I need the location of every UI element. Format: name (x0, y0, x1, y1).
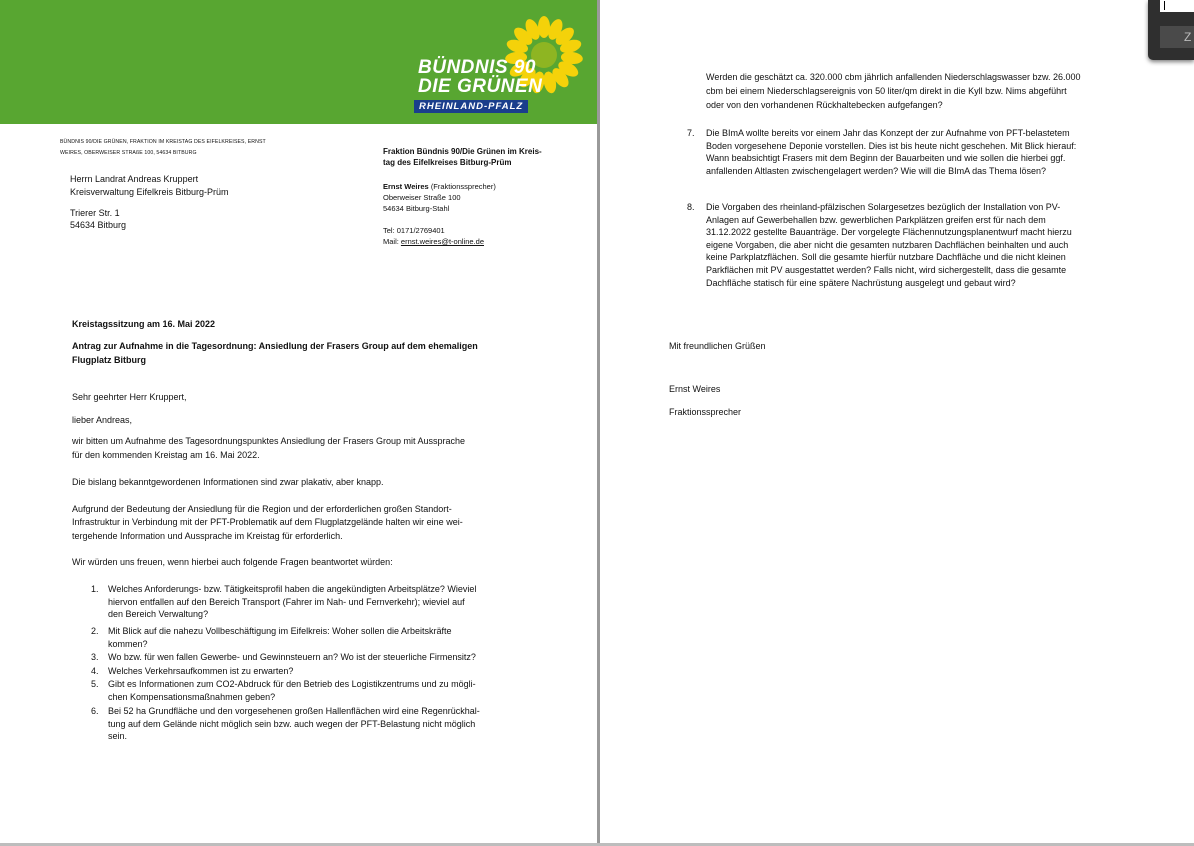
contact-role: (Fraktionssprecher) (430, 182, 496, 191)
faction-title-1: Fraktion Bündnis 90/Die Grünen im Kreis- (383, 147, 542, 156)
recipient-line-2: Kreisverwaltung Eifelkreis Bitburg-Prüm (70, 187, 229, 197)
question-line: Die BImA wollte bereits vor einem Jahr das Konzept der zur Aufnahme von PFT-belastetem (706, 128, 1070, 138)
question-line: Gibt es Informationen zum CO2-Abdruck für den Betrieb des Logistikzentrums und zu mögli- (108, 679, 476, 689)
question-line: Bei 52 ha Grundfläche und den vorgesehenen großen Hallenflächen wird eine Regenrückhal- (108, 706, 480, 716)
text-caret (1164, 1, 1165, 10)
sender-line-2: WEIRES, OBERWEISER STRAßE 100, 54634 BITBURG (60, 150, 197, 156)
question-number: 2. (91, 626, 99, 636)
panel-button[interactable]: Z (1160, 26, 1194, 48)
contact-tel: Tel: 0171/2769401 (383, 226, 445, 235)
logo-line-1: BÜNDNIS 90 (418, 57, 536, 78)
question-line: hiervon entfallen auf den Bereich Transport (Fahrer im Nah- und Fernverkehr); wieviel auf (108, 596, 465, 607)
recipient-line-1: Herrn Landrat Andreas Kruppert (70, 174, 199, 184)
contact-mail (383, 236, 484, 247)
closing-greeting: Mit freundlichen Grüßen (669, 341, 766, 351)
question-line: Parkflächen mit PV ausgestattet werden? Falls nicht, wird sichergestellt, dass die gesamte (706, 264, 1067, 275)
question-line: Wann beabsichtigt Frasers mit dem Beginn der Bauarbeiten und wie sollen die hierbei ggf. (706, 153, 1066, 164)
question-line: Welches Anforderungs- bzw. Tätigkeitsprofil haben die angekündigten Arbeitsplätze? Wieviel (108, 584, 477, 594)
question-line: Anlagen auf Gewerbehallen bzw. gewerblichen Parkplätzen greifen erst für nach dem (706, 214, 1046, 225)
paragraph-4: Wir würden uns freuen, wenn hierbei auch folgende Fragen beantwortet würden: (72, 557, 393, 567)
question-line: tung auf dem Gelände nicht möglich sein bzw. auch wegen der PFT-Belastung nicht möglich (108, 718, 476, 729)
contact-name: Ernst Weires (383, 182, 429, 191)
paragraph-1-line-1: wir bitten um Aufnahme des Tagesordnungspunktes Ansiedlung der Frasers Group mit Aussprache (72, 436, 466, 446)
sender-line-1: BÜNDNIS 90/DIE GRÜNEN, FRAKTION IM KREISTAG DES EIFELKREISES, ERNST (60, 139, 266, 145)
question-line: eigene Vorgaben, die aber nicht die gesamten nutzbaren Dachflächen beinhalten und auch (706, 239, 1069, 250)
question-line: anfallenden Altlasten zwischengelagert werden? Wie will die BImA das Thema lösen? (706, 165, 1047, 176)
party-logo (412, 16, 584, 116)
question-number: 4. (91, 666, 99, 676)
question-number: 3. (91, 652, 99, 662)
question-line: sein. (108, 731, 128, 742)
signer-name: Ernst Weires (669, 384, 721, 394)
subject-line-2: Flugplatz Bitburg (72, 355, 146, 365)
search-panel (1148, 0, 1194, 60)
question-number: 8. (687, 202, 695, 212)
question-line: Die Vorgaben des rheinland-pfälzischen Solargesetzes bezüglich der Installation von PV- (706, 202, 1061, 212)
paragraph-2: Die bislang bekanntgewordenen Informationen sind zwar plakativ, aber knapp. (72, 477, 384, 487)
contact-mail-link[interactable]: ernst.weires@t-online.de (400, 237, 484, 246)
logo-line-2: DIE GRÜNEN (418, 76, 543, 97)
question-number: 5. (91, 679, 99, 689)
paragraph-3-line-3: tergehende Information und Aussprache im Kreistag für erforderlich. (72, 531, 343, 541)
logo-line-3: RHEINLAND-PFALZ (414, 100, 528, 113)
paragraph-1-line-2: für den kommenden Kreistag am 16. Mai 2022. (72, 450, 260, 460)
subject-line-1: Antrag zur Aufnahme in die Tagesordnung: Ansiedlung der Frasers Group auf dem ehemaligen (72, 341, 478, 351)
question-line: 31.12.2022 gestellte Bauanträge. Der vorgelegte Flächennutzungsplanentwurf macht hierzu (706, 227, 1072, 238)
continuation-line-3: oder von den vorhandenen Rückhaltebecken aufgefangen? (706, 100, 943, 110)
faction-title-2: tag des Eifelkreises Bitburg-Prüm (383, 158, 512, 167)
question-line: den Bereich Verwaltung? (108, 609, 209, 620)
question-number: 1. (91, 584, 99, 594)
salutation-1: Sehr geehrter Herr Kruppert, (72, 392, 187, 402)
signer-role: Fraktionssprecher (669, 407, 742, 417)
recipient-street: Trierer Str. 1 (70, 208, 120, 218)
recipient-city: 54634 Bitburg (70, 220, 127, 230)
contact-city: 54634 Bitburg-Stahl (383, 204, 450, 213)
contact-street: Oberweiser Straße 100 (383, 193, 461, 202)
question-line: Wo bzw. für wen fallen Gewerbe- und Gewinnsteuern an? Wo ist der steuerliche Firmensitz? (108, 652, 476, 662)
question-line: Dachfläche statisch für eine spätere Nachrüstung ausgelegt und gebaut wird? (706, 277, 1016, 288)
contact-mail-label: Mail: (383, 237, 401, 246)
search-input[interactable] (1160, 0, 1194, 12)
question-line: Boden vorgesehene Deponie vorstellen. Dies ist bis heute nicht geschehen. Mit Blick hierauf: (706, 140, 1077, 151)
document-page-2 (600, 0, 1194, 846)
paragraph-3-line-2: Infrastruktur in Verbindung mit der PFT-Problematik auf dem Flugplatzgelände halten wir eine wei- (72, 517, 463, 527)
question-number: 7. (687, 128, 695, 138)
salutation-2: lieber Andreas, (72, 415, 133, 425)
question-number: 6. (91, 706, 99, 716)
continuation-line-2: cbm bei einem Niederschlagsereignis von 50 liter/qm direkt in die Kyll bzw. Nims abgeführt (706, 86, 1067, 96)
paragraph-3-line-1: Aufgrund der Bedeutung der Ansiedlung für die Region und der erforderlichen großen Standort- (72, 504, 452, 514)
continuation-line-1: Werden die geschätzt ca. 320.000 cbm jährlich anfallenden Niederschlagswasser bzw. 26.000 (706, 72, 1081, 82)
question-line: Mit Blick auf die nahezu Vollbeschäftigung im Eifelkreis: Woher sollen die Arbeitskräfte (108, 626, 452, 636)
question-line: Welches Verkehrsaufkommen ist zu erwarten? (108, 666, 294, 676)
question-line: chen Kompensationsmaßnahmen geben? (108, 691, 276, 702)
question-line: kommen? (108, 638, 148, 649)
question-line: keine Parkplatzflächen. Soll die gesamte hierfür nutzbare Dachfläche und die nicht kleinen (706, 252, 1066, 263)
faction-contact-name (383, 181, 496, 192)
meeting-title: Kreistagssitzung am 16. Mai 2022 (72, 319, 216, 329)
